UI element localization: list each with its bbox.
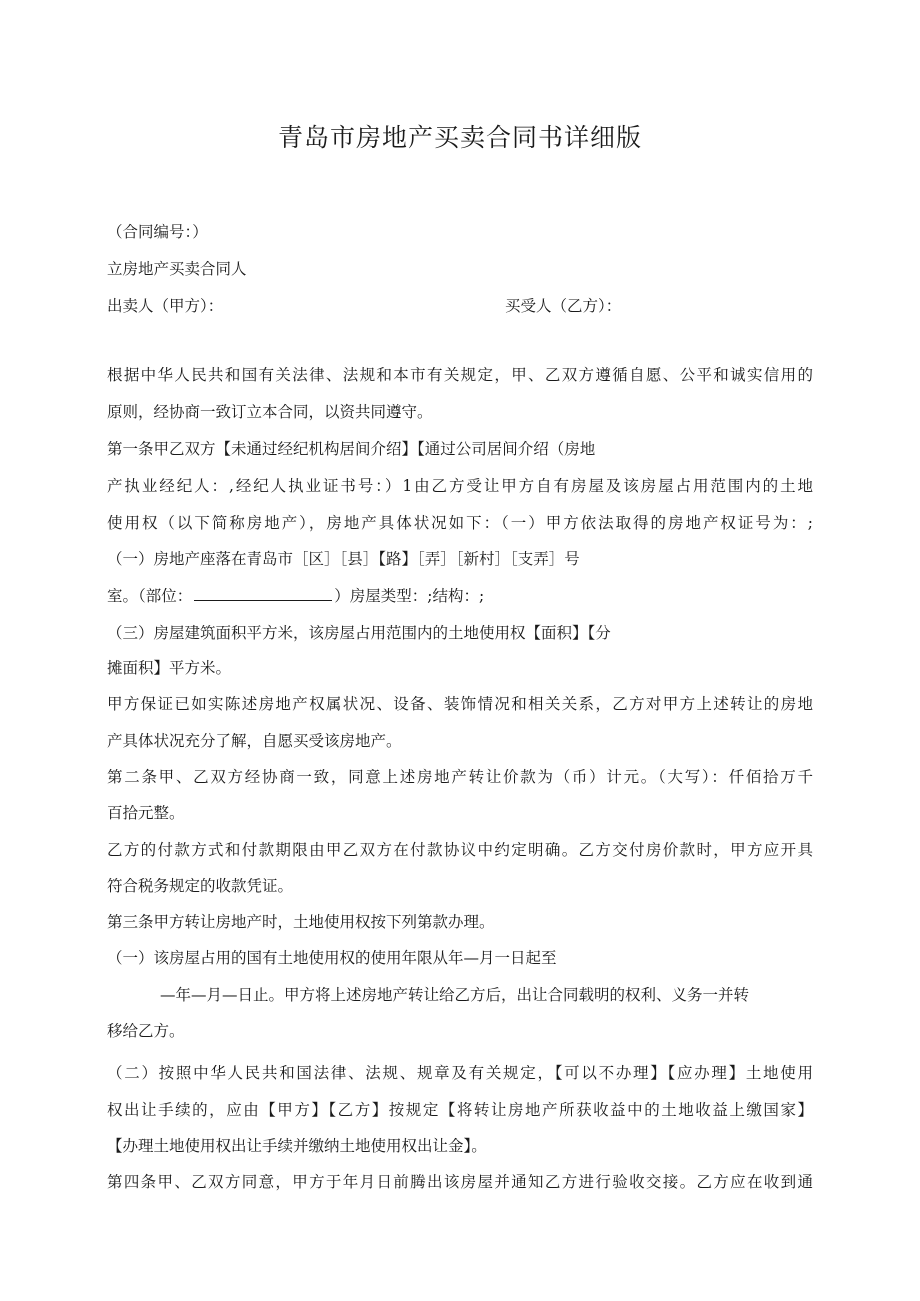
paragraph-line: （一）房地产座落在青岛市［区］［县］【路】［弄］［新村］［支弄］号 [107, 550, 580, 568]
paragraph-line: （一）该房屋占用的国有土地使用权的使用年限从年—月一日起至 [107, 949, 557, 967]
location-prefix: 室。（部位： [107, 587, 193, 605]
paragraph-line: 权出让手续的，应由【甲方】【乙方】按规定【将转让房地产所获收益中的土地收益上缴国家】 [107, 1101, 813, 1119]
contract-number: （合同编号：） [107, 223, 208, 241]
paragraph-line: 甲方保证已如实陈述房地产权属状况、设备、装饰情况和相关关系，乙方对甲方上述转让的房地 [107, 695, 813, 713]
article-1-line: 第一条甲乙双方【未通过经纪机构居间介绍】【通过公司居间介绍（房地 [107, 440, 596, 458]
paragraph-line: —年—月—日止。甲方将上述房地产转让给乙方后，出让合同载明的权利、义务一并转 [160, 986, 750, 1004]
paragraph-line: 【办理土地使用权出让手续并缴纳土地使用权出让金】。 [107, 1137, 487, 1155]
article-3-line: 第三条甲方转让房地产时，土地使用权按下列第款办理。 [107, 913, 495, 931]
article-4-line: 第四条甲、乙双方同意，甲方于年月日前腾出该房屋并通知乙方进行验收交接。乙方应在收到通 [107, 1173, 813, 1191]
paragraph-line: 符合税务规定的收款凭证。 [107, 877, 294, 895]
paragraph-line: 使用权（以下简称房地产），房地产具体状况如下：（一）甲方依法取得的房地产权证号为：; [107, 514, 813, 532]
paragraph-line: 乙方的付款方式和付款期限由甲乙双方在付款协议中约定明确。乙方交付房价款时，甲方应开具 [107, 841, 813, 859]
paragraph-line: 移给乙方。 [107, 1022, 185, 1040]
location-line [107, 586, 484, 606]
paragraph-line: 产具体状况充分了解，自愿买受该房地产。 [107, 732, 402, 750]
location-blank [194, 586, 332, 601]
buyer-label: 买受人（乙方）： [505, 297, 622, 315]
paragraph-line: 产执业经纪人：,经纪人执业证书号：）1由乙方受让甲方自有房屋及该房屋占用范围内的土地 [107, 477, 813, 495]
parties-heading: 立房地产买卖合同人 [107, 260, 247, 278]
seller-label: 出卖人（甲方）： [107, 297, 224, 315]
document-title: 青岛市房地产买卖合同书详细版 [277, 123, 642, 152]
paragraph-line: 百拾元整。 [107, 804, 185, 822]
paragraph-line: 根据中华人民共和国有关法律、法规和本市有关规定，甲、乙双方遵循自愿、公平和诚实信用的 [107, 366, 813, 384]
paragraph-line: （二）按照中华人民共和国法律、法规、规章及有关规定，【可以不办理】【应办理】土地使用 [107, 1064, 813, 1082]
paragraph-line: 原则，经协商一致订立本合同，以资共同遵守。 [107, 403, 433, 421]
paragraph-line: （三）房屋建筑面积平方米，该房屋占用范围内的土地使用权【面积】【分 [107, 624, 611, 642]
paragraph-line: 摊面积】平方米。 [107, 659, 232, 677]
article-2-line: 第二条甲、乙双方经协商一致，同意上述房地产转让价款为（币）计元。（大写）：仟佰拾万千 [107, 768, 813, 786]
location-suffix: ）房屋类型：;结构：; [334, 587, 485, 605]
